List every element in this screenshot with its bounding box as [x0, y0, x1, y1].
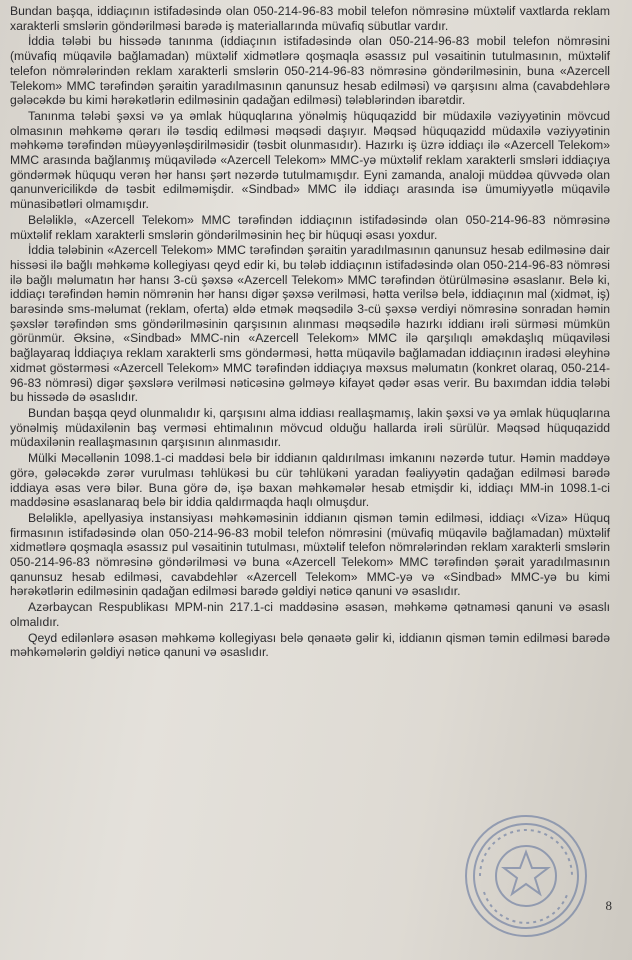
- paragraph: Beləliklə, apellyasiya instansiyası məhkəməsinin iddianın qismən təmin edilməsi, iddiaçı «Viza» Hüquq firmasının istifadəsində olan 050-214-96-83 mobil telefon nömrəsini (müvafiq müqavilə bağlamadan) müxtəlif xidmətlərə qoşmaqla əsassız pul vəsaitinin tutulması, müxtəlif telefon nömrələrindən reklam xarakterli smslərin 050-214-96-83 nömrəsinə göndərilməsi və buna «Azercell Telekom» MMC tərəfindən şərait yaradılmasının qanunsuz hesab edilməsi, cavabdehlər «Azercell Telekom» MMC-yə və «Sindbad» MMC-yə bu kimi hərəkətlərin edilməsinin qadağan edilməsi barədə gəldiyi nəticə qanuni və əsaslıdır.: [10, 510, 610, 599]
- paragraph: Tanınma tələbi şəxsi və ya əmlak hüquqlarına yönəlmiş hüquqazidd bir müdaxilə vəziyyətinin mövcud olmasının məhkəmə qərarı ilə təsdiq edilməsi məqsədi daşıyır. Məqsəd hüquqazidd müdaxilə vəziyyətinin məhkəmə tərəfindən müəyyənləşdirilməsidir (təsbit olunmasıdır). Hazırkı iş üzrə iddiaçı ilə «Azercell Telekom» MMC arasında bağlanmış müqavilədə «Azercell Telekom» MMC-yə müxtəlif reklam xarakterli smsləri iddiaçıya göndərmək hüququ verən hər hansı şərt nəzərdə tutulmamışdır. Eyni zamanda, analoji müddəa qüvvədə olan qanunvericilikdə də təsbit edilməmişdir. «Sindbad» MMC ilə iddiaçı arasında isə ümumiyyətlə müqavilə münasibətləri olmamışdır.: [10, 108, 610, 212]
- page-number: 8: [605, 898, 612, 913]
- paragraph: Bundan başqa, iddiaçının istifadəsində olan 050-214-96-83 mobil telefon nömrəsinə müxtəlif vaxtlarda reklam xarakterli smslərin göndərilməsi barədə iş materiallarında müvafiq sübutlar vardır.: [10, 4, 610, 33]
- document-body: [10, 4, 610, 661]
- paragraph: Mülki Məcəllənin 1098.1-ci maddəsi belə bir iddianın qaldırılması imkanını nəzərdə tutur. Həmin maddəyə görə, gələcəkdə zərər vurulması təhlükəsi bu cür təhlükəni yaradan fəaliyyətin qadağan edilməsi barədə iddiaya əsas verə bilər. Buna görə də, işə baxan məhkəmələr hesab etmişdir ki, iddiaçı MM-in 1098.1-ci maddəsinə əsaslanaraq belə bir iddia qaldırmaqda haqlı olmuşdur.: [10, 451, 610, 510]
- paragraph: Bundan başqa qeyd olunmalıdır ki, qarşısını alma iddiası reallaşmamış, lakin şəxsi və ya əmlak hüquqlarına yönəlmiş müdaxilənin baş verməsi ehtimalının mövcud olduğu hallarda irəli sürülür. Məqsəd hüquqazidd müdaxilənin reallaşmasının qarşısının alınmasıdır.: [10, 405, 610, 450]
- paragraph: Beləliklə, «Azercell Telekom» MMC tərəfindən iddiaçının istifadəsində olan 050-214-96-83 nömrəsinə müxtəlif reklam xarakterli smslərin göndərilməsinin heç bir hüquqi əsası yoxdur.: [10, 212, 610, 242]
- paragraph: Azərbaycan Respublikası MPM-nin 217.1-ci maddəsinə əsasən, məhkəmə qətnaməsi qanuni və əsaslı olmalıdır.: [10, 600, 610, 629]
- paragraph: Qeyd edilənlərə əsasən məhkəmə kollegiyası belə qənaətə gəlir ki, iddianın qismən təmin edilməsi barədə məhkəmələrin gəldiyi nəticə qanuni və əsaslıdır.: [10, 630, 610, 660]
- court-seal-icon: [462, 812, 590, 940]
- paragraph: İddia tələbi bu hissədə tanınma (iddiaçının istifadəsində olan 050-214-96-83 mobil telefon nömrəsini (müvafiq müqavilə bağlamadan) müxtəlif xidmətlərə qoşmaqla əsassız pul vəsaitinin tutulmasının, müxtəlif telefon nömrələrindən reklam xarakterli smslərin 050-214-96-83 nömrəsinə göndərilməsinin, buna «Azercell Telekom» MMC tərəfindən şəraitin yaradılmasının qanunsuz hesab edilməsi) və qarşısını alma (cavabdehlərə gələcəkdə bu kimi hərəkətlərin edilməsinin qadağan edilməsi) tələblərindən ibarətdir.: [10, 34, 610, 108]
- paragraph: İddia tələbinin «Azercell Telekom» MMC tərəfindən şəraitin yaradılmasının qanunsuz hesab edilməsinə dair hissəsi ilə bağlı məhkəmə kollegiyası qeyd edir ki, bu tələb iddiaçının istifadəsində olan 050-214-96-83 nömrəsi ilə bağlı məlumatın hər hansı 3-cü şəxsə «Azercell Telekom» MMC tərəfindən ötürülməsinə əsaslanır. Belə ki, iddiaçı tərəfindən həmin nömrənin hər hansı digər şəxsə verilməsi, hətta verilsə belə, iddiaçının mal (xidmət, iş) barəsində sms-məlumat (reklam, oferta) əldə etmək məqsədilə 3-cü şəxsə verdiyi nömrəsinə sonradan həmin şəxslər tərəfindən sms göndərilməsinin qarşısının alınması məqsədilə hazırkı iddianı irəli sürməsi mümkün görünmür. Əksinə, «Sindbad» MMC-nin «Azercell Telekom» MMC ilə qarşılıqlı əməkdaşlıq müqaviləsi bağlayaraq İddiaçıya reklam xarakterli sms göndərməsi, hətta müqavilə bağlamadan iddiaçının iradəsi əleyhinə xidmət göstərməsi «Azercell Telekom» MMC tərəfindən iddiaçıya məxsus məlumatın (konkret olaraq, 050-214-96-83 nömrəsi) digər şəxslərə verilməsi nəticəsinə gəlməyə kifayət qədər əsas verir. Bu baxımdan iddia tələbi bu hissədə də əsaslıdır.: [10, 243, 610, 405]
